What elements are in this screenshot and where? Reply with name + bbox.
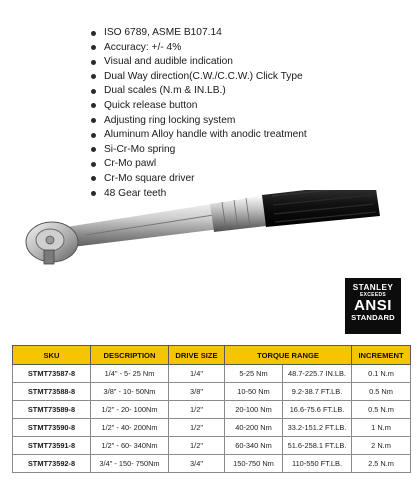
feature-text: Quick release button — [104, 99, 198, 111]
wrench-shaft — [60, 202, 228, 248]
feature-item — [88, 99, 307, 114]
bullet-icon — [91, 176, 96, 181]
bullet-icon — [91, 31, 96, 36]
cell-description: 1/2" - 40- 200Nm — [91, 419, 169, 437]
bullet-icon — [91, 133, 96, 138]
feature-text: Cr-Mo square driver — [104, 172, 195, 184]
cell-sku: STMT73589-8 — [13, 401, 91, 419]
table-row — [13, 401, 411, 419]
feature-item — [88, 172, 307, 187]
cell-torque-imperial: 33.2-151.2 FT.LB. — [283, 419, 352, 437]
feature-item — [88, 70, 307, 85]
cell-drive-size: 1/2" — [169, 437, 225, 455]
feature-text: Adjusting ring locking system — [104, 114, 236, 126]
header-increment: INCREMENT — [352, 346, 411, 365]
badge-exceeds: EXCEEDS — [360, 292, 386, 298]
feature-item — [88, 84, 307, 99]
cell-increment: 1 N.m — [352, 419, 411, 437]
feature-text: 48 Gear teeth — [104, 187, 167, 199]
cell-drive-size: 1/2" — [169, 401, 225, 419]
cell-description: 3/4" - 150- 750Nm — [91, 455, 169, 473]
cell-torque-imperial: 48.7-225.7 IN.LB. — [283, 365, 352, 383]
feature-item — [88, 157, 307, 172]
cell-drive-size: 3/4" — [169, 455, 225, 473]
cell-description: 1/2" - 60- 340Nm — [91, 437, 169, 455]
cell-drive-size: 3/8" — [169, 383, 225, 401]
header-sku: SKU — [13, 346, 91, 365]
cell-increment: 0.5 Nm — [352, 383, 411, 401]
feature-text: Cr-Mo pawl — [104, 158, 157, 170]
bullet-icon — [91, 118, 96, 123]
bullet-icon — [91, 162, 96, 167]
feature-text: Accuracy: +/- 4% — [104, 41, 182, 53]
cell-drive-size: 1/4" — [169, 365, 225, 383]
feature-item — [88, 26, 307, 41]
cell-drive-size: 1/2" — [169, 419, 225, 437]
bullet-icon — [91, 74, 96, 79]
cell-sku: STMT73590-8 — [13, 419, 91, 437]
cell-torque-nm: 60-340 Nm — [225, 437, 283, 455]
feature-item — [88, 143, 307, 158]
bullet-icon — [91, 89, 96, 94]
header-torque-range: TORQUE RANGE — [225, 346, 352, 365]
header-description: DESCRIPTION — [91, 346, 169, 365]
feature-item — [88, 128, 307, 143]
cell-sku: STMT73592-8 — [13, 455, 91, 473]
feature-item — [88, 114, 307, 129]
table-row — [13, 437, 411, 455]
feature-item — [88, 41, 307, 56]
wrench-grip — [262, 190, 380, 227]
spec-table — [12, 345, 411, 473]
torque-wrench-image — [0, 187, 420, 280]
feature-text: Si-Cr-Mo spring — [104, 143, 176, 155]
cell-torque-imperial: 9.2-38.7 FT.LB. — [283, 383, 352, 401]
table-row — [13, 455, 411, 473]
feature-list — [88, 26, 307, 201]
feature-text: Dual scales (N.m & IN.LB.) — [104, 85, 226, 97]
header-drive-size: DRIVE SIZE — [169, 346, 225, 365]
bullet-icon — [91, 60, 96, 65]
cell-description: 1/4" - 5- 25 Nm — [91, 365, 169, 383]
ratchet-head — [26, 222, 78, 264]
wrench-collar — [210, 196, 266, 232]
badge-brand: STANLEY — [352, 283, 394, 292]
feature-item — [88, 55, 307, 70]
cell-sku: STMT73591-8 — [13, 437, 91, 455]
cell-torque-nm: 20-100 Nm — [225, 401, 283, 419]
table-row — [13, 365, 411, 383]
badge-standard: STANDARD — [351, 313, 395, 322]
cell-torque-nm: 5-25 Nm — [225, 365, 283, 383]
cell-torque-imperial: 51.6-258.1 FT.LB. — [283, 437, 352, 455]
badge-ansi: ANSI — [354, 297, 392, 314]
table-header-row — [13, 346, 411, 365]
cell-torque-imperial: 110-550 FT.LB. — [283, 455, 352, 473]
table-row — [13, 383, 411, 401]
cell-description: 3/8" - 10- 50Nm — [91, 383, 169, 401]
bullet-icon — [91, 45, 96, 50]
feature-text: Aluminum Alloy handle with anodic treatment — [104, 129, 307, 141]
stanley-ansi-badge — [345, 278, 401, 334]
cell-increment: 0.5 N.m — [352, 401, 411, 419]
table-body — [13, 365, 411, 473]
cell-increment: 2.5 N.m — [352, 455, 411, 473]
cell-sku: STMT73588-8 — [13, 383, 91, 401]
cell-torque-nm: 150-750 Nm — [225, 455, 283, 473]
table-row — [13, 419, 411, 437]
feature-text: Dual Way direction(C.W./C.C.W.) Click Type — [104, 70, 303, 82]
bullet-icon — [91, 103, 96, 108]
cell-increment: 0.1 N.m — [352, 365, 411, 383]
cell-torque-nm: 40-200 Nm — [225, 419, 283, 437]
feature-text: ISO 6789, ASME B107.14 — [104, 27, 222, 38]
cell-torque-nm: 10-50 Nm — [225, 383, 283, 401]
cell-sku: STMT73587-8 — [13, 365, 91, 383]
feature-text: Visual and audible indication — [104, 56, 233, 68]
bullet-icon — [91, 147, 96, 152]
cell-increment: 2 N.m — [352, 437, 411, 455]
cell-torque-imperial: 16.6-75.6 FT.LB. — [283, 401, 352, 419]
cell-description: 1/2" - 20- 100Nm — [91, 401, 169, 419]
